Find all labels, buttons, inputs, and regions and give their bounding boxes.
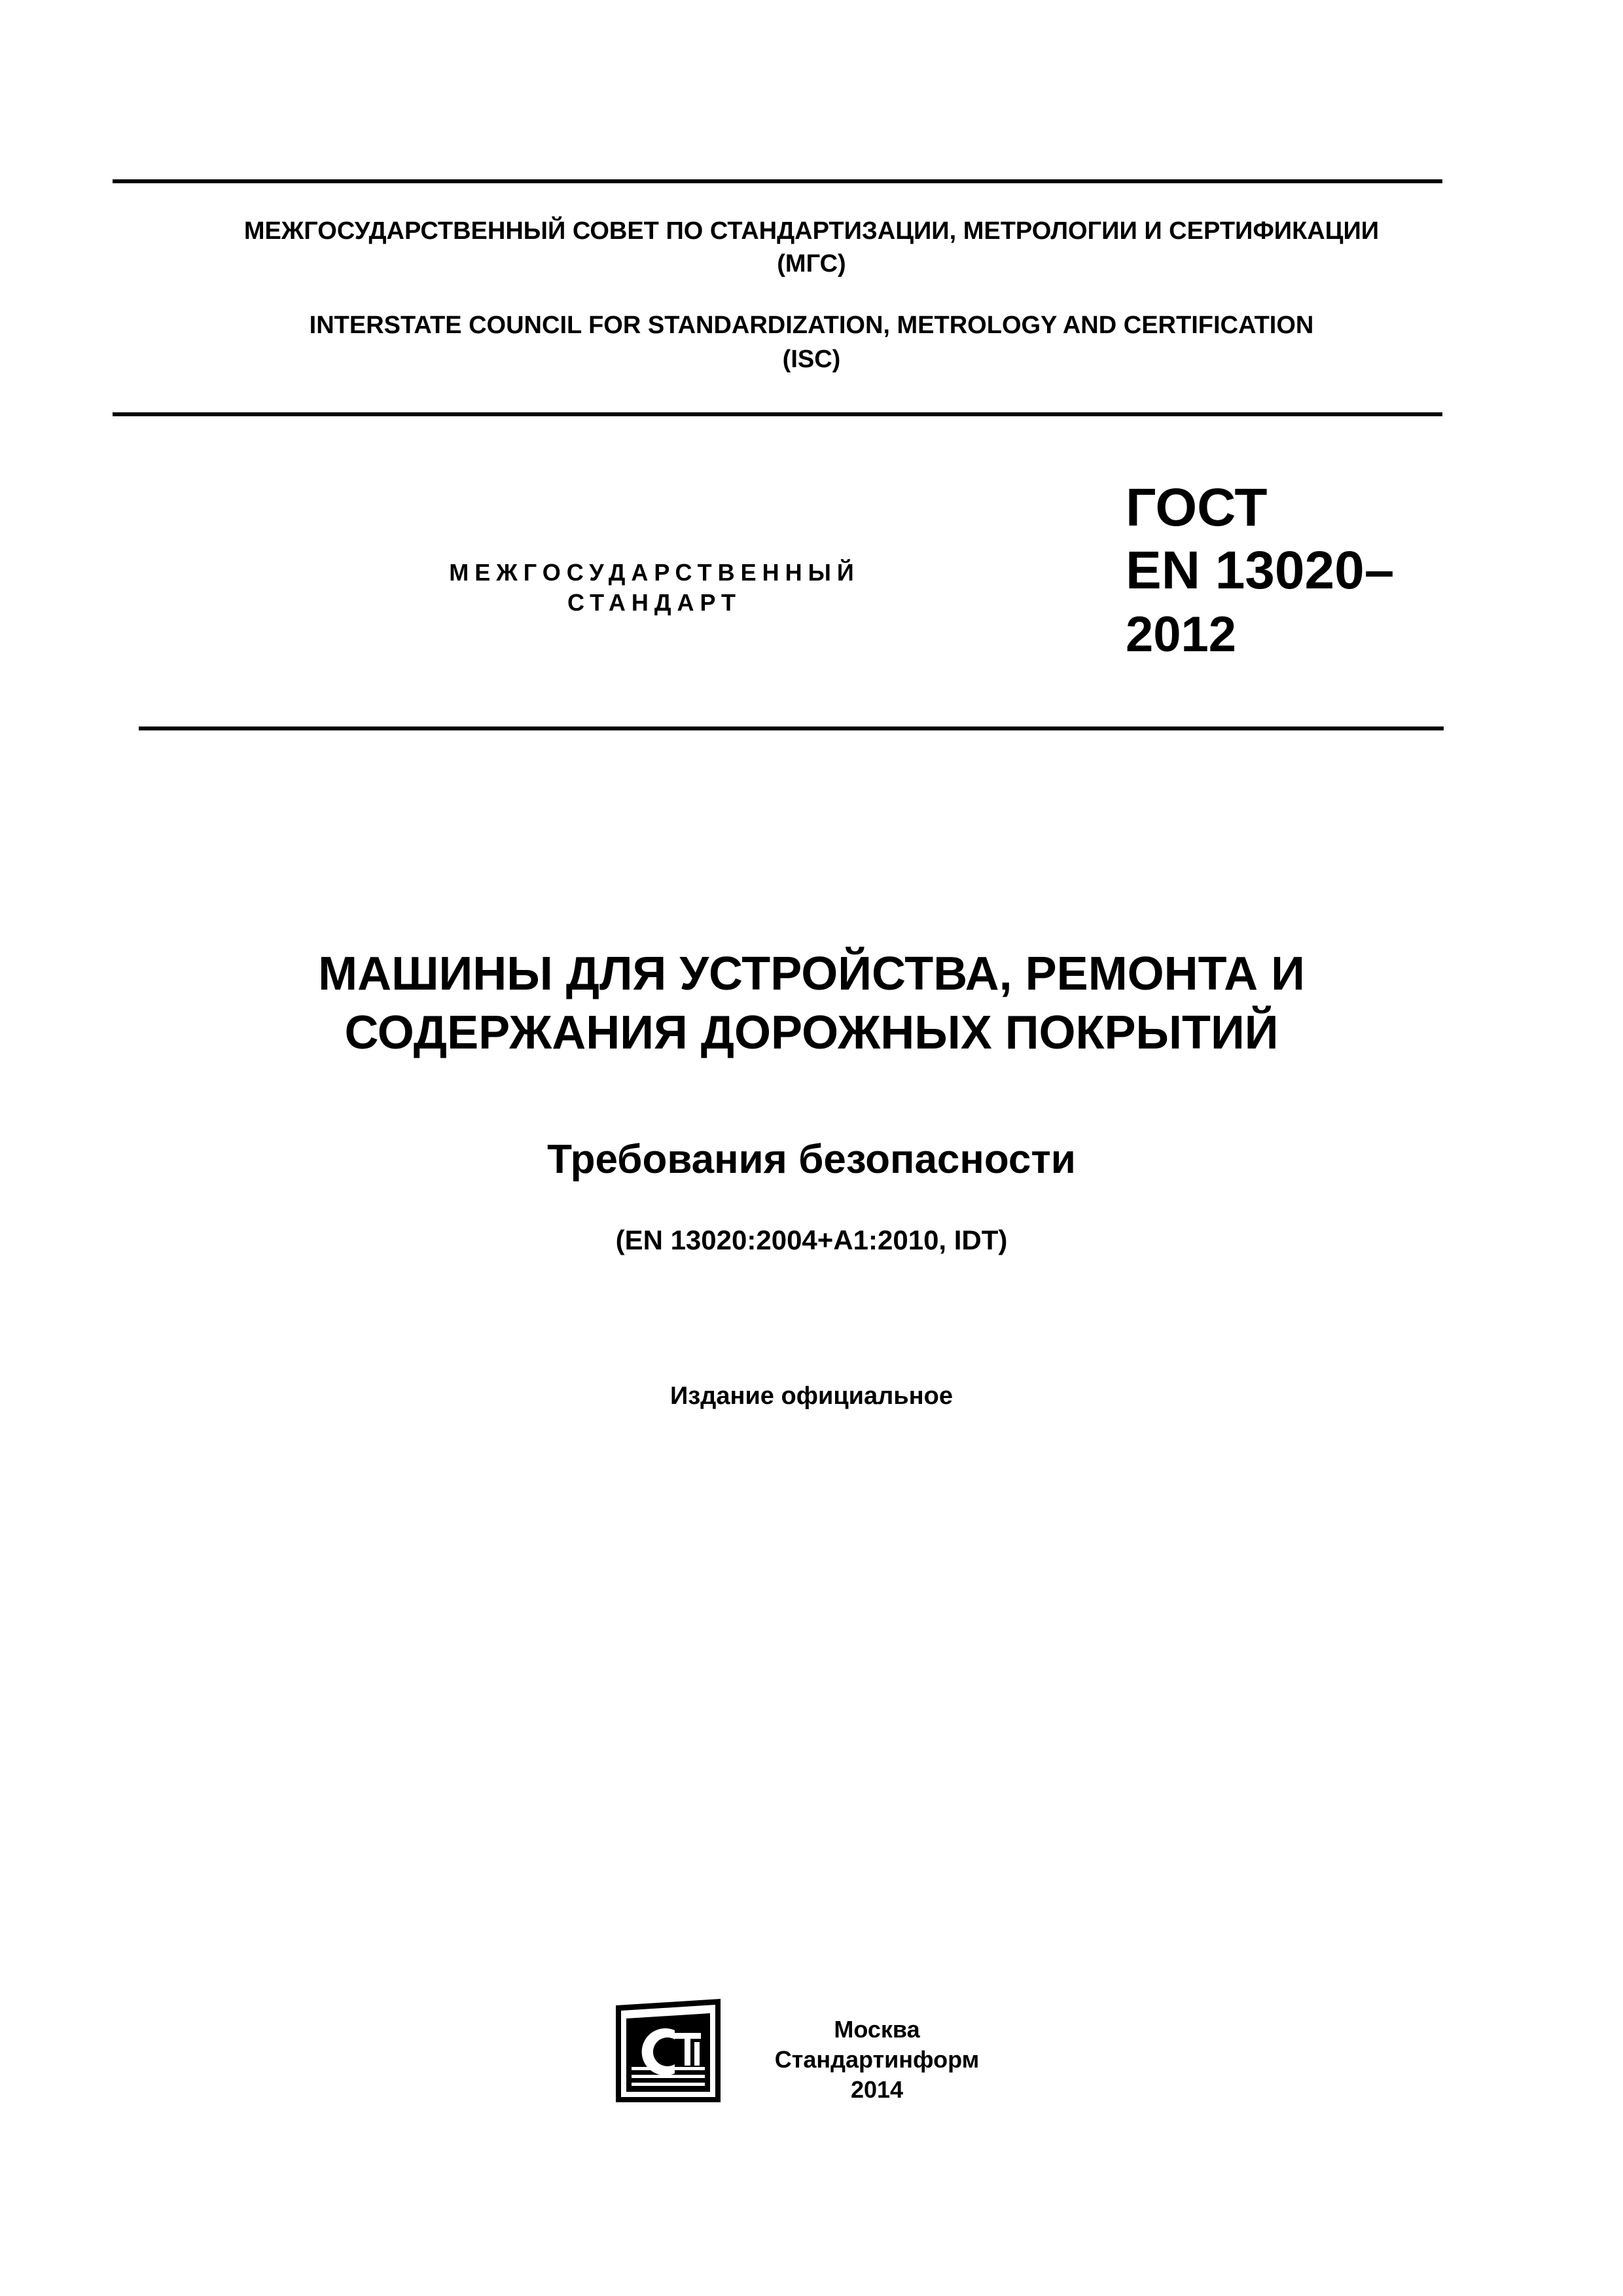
document-title-line2: СОДЕРЖАНИЯ ДОРОЖНЫХ ПОКРЫТИЙ (344, 1007, 1279, 1059)
standard-type-line2: СТАНДАРТ (567, 589, 741, 616)
standard-type-line1: МЕЖГОСУДАРСТВЕННЫЙ (449, 559, 860, 586)
council-name-en: INTERSTATE COUNCIL FOR STANDARDIZATION, METROLOGY AND CERTIFICATION (309, 312, 1314, 339)
designation-number: EN 13020– (1126, 541, 1395, 600)
top-rule (113, 179, 1442, 183)
designation-year: 2012 (1126, 607, 1237, 662)
edition-note: Издание официальное (670, 1382, 953, 1410)
header-bottom-rule (139, 726, 1444, 730)
publisher-year: 2014 (850, 2076, 904, 2103)
standartinform-logo-icon (612, 1996, 724, 2106)
council-abbr-en: (ISC) (782, 346, 841, 373)
council-rule (113, 412, 1442, 416)
document-subtitle: Требования безопасности (547, 1137, 1076, 1182)
standard-reference: (EN 13020:2004+A1:2010, IDT) (615, 1225, 1008, 1255)
council-name-ru: МЕЖГОСУДАРСТВЕННЫЙ СОВЕТ ПО СТАНДАРТИЗАЦИИ, МЕТРОЛОГИИ И СЕРТИФИКАЦИИ (243, 217, 1380, 245)
council-abbr-ru: (МГС) (777, 250, 846, 278)
document-title-line1: МАШИНЫ ДЛЯ УСТРОЙСТВА, РЕМОНТА И (318, 948, 1305, 1000)
publisher-name: Стандартинформ (774, 2046, 980, 2073)
designation-gost: ГОСТ (1126, 478, 1268, 537)
publisher-city: Москва (834, 2016, 920, 2043)
